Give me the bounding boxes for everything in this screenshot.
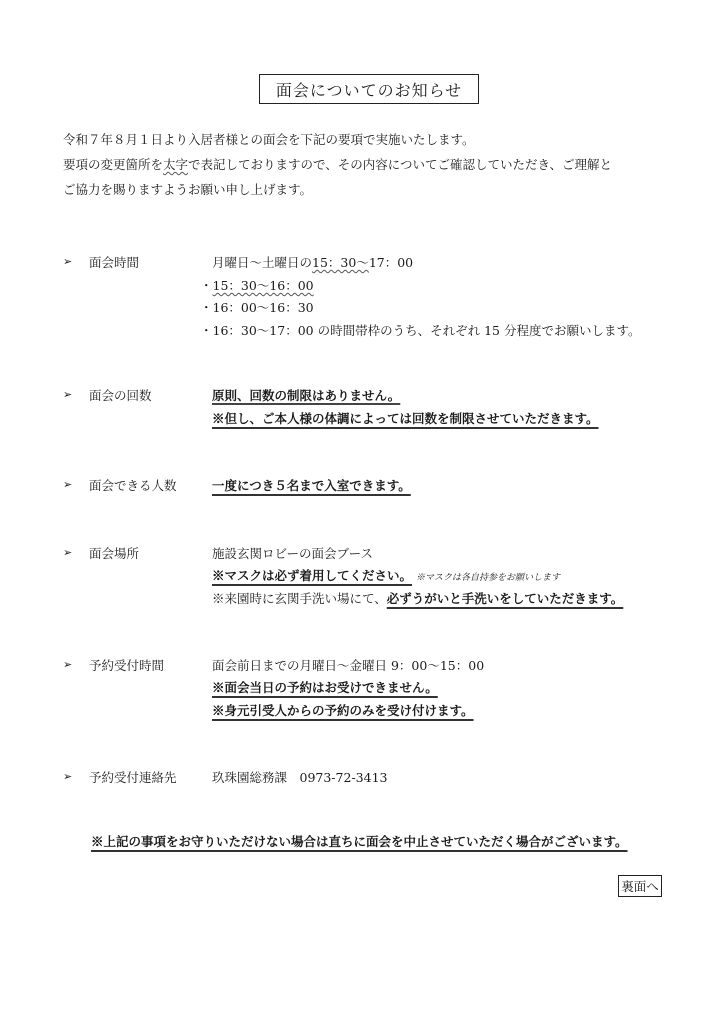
count-line-1	[212, 386, 400, 404]
intro-line-3: ご協力を賜りますようお願い申し上げます。	[63, 182, 313, 197]
intro-line-2-before: 要項の変更箇所を	[63, 157, 164, 172]
intro-line-2-after: で表記しておりますので、その内容についてご確認していただき、ご理解と	[188, 157, 613, 172]
people-line-1-text: 一度につき５名まで入室できます。	[212, 478, 411, 493]
reservation-line-3	[212, 701, 474, 719]
place-line-1: 施設玄関ロビーの面会ブース	[212, 546, 374, 561]
section-label-reservation: 予約受付時間	[89, 658, 165, 673]
contact-value: 玖珠園総務課 0973-72-3413	[212, 770, 388, 785]
footer-note-text: ※上記の事項をお守りいただけない場合は直ちに面会を中止させていただく場合がございます。	[91, 834, 628, 849]
place-line-3-emphasis: 必ずうがいと手洗いをしていただきます。	[386, 591, 624, 606]
place-line-2-note: ※マスクは各自持参をお願いします	[416, 573, 561, 583]
footer-note	[91, 832, 628, 850]
section-label-count: 面会の回数	[89, 388, 152, 403]
intro-line-2	[63, 155, 612, 173]
place-line-3-before: ※来園時に玄関手洗い場にて、	[212, 591, 387, 606]
section-label-place: 面会場所	[89, 546, 140, 561]
section-label-time: 面会時間	[89, 255, 140, 270]
count-line-2-text: ※但し、ご本人様の体調によっては回数を制限させていただきます。	[212, 411, 599, 426]
back-page-label: 裏面へ	[618, 875, 662, 897]
reservation-line-2	[212, 678, 438, 696]
time-line-1	[212, 253, 413, 271]
time-line-1-after: 17：00	[368, 255, 414, 270]
count-line-2	[212, 409, 599, 427]
time-line-1-before: 月曜日～土曜日の	[212, 255, 313, 270]
section-label-people: 面会できる人数	[89, 478, 177, 493]
time-slot-1-value: 15：30～16：00	[212, 278, 314, 293]
count-line-1-text: 原則、回数の制限はありません。	[212, 388, 401, 403]
people-line-1	[212, 476, 411, 494]
reservation-line-3-text: ※身元引受人からの予約のみを受け付けます。	[212, 703, 474, 718]
bullet-arrow-icon: ➢	[63, 658, 73, 671]
place-line-2	[212, 566, 560, 584]
bullet-arrow-icon: ➢	[63, 255, 73, 268]
bullet-arrow-icon: ➢	[63, 770, 73, 783]
place-line-2-text: ※マスクは必ず着用してください。	[212, 568, 413, 583]
bullet-arrow-icon: ➢	[63, 546, 73, 559]
reservation-line-1: 面会前日までの月曜日～金曜日 9：00～15：00	[212, 658, 485, 673]
reservation-line-2-text: ※面会当日の予約はお受けできません。	[212, 680, 438, 695]
intro-emphasis-word: 太字	[163, 157, 189, 172]
time-slot-1	[200, 276, 314, 294]
time-slot-2: ・16：00～16：30	[200, 300, 314, 315]
time-line-1-emphasis: 15：30～	[312, 255, 369, 270]
section-label-contact: 予約受付連絡先	[89, 770, 177, 785]
intro-line-1: 令和７年８月１日より入居者様との面会を下記の要項で実施いたします。	[63, 132, 475, 147]
time-slot-3: ・16：30～17：00 の時間帯枠のうち、それぞれ 15 分程度でお願いします。	[200, 323, 641, 338]
time-slot-1-prefix: ・	[200, 278, 213, 293]
bullet-arrow-icon: ➢	[63, 388, 73, 401]
page-title: 面会についてのお知らせ	[259, 74, 479, 104]
bullet-arrow-icon: ➢	[63, 478, 73, 491]
place-line-3	[212, 589, 623, 607]
